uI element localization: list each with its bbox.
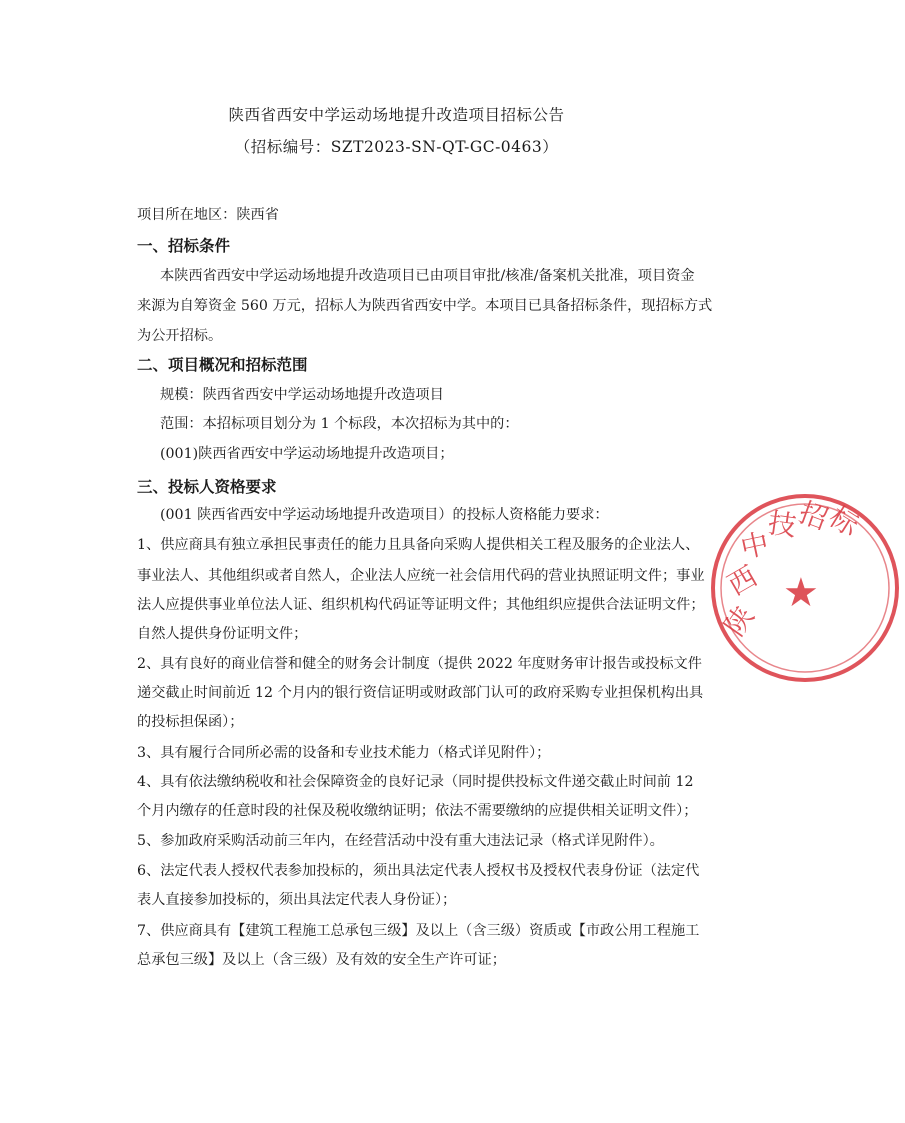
paragraph-line: 1、供应商具有独立承担民事责任的能力且具备向采购人提供相关工程及服务的企业法人、 bbox=[137, 537, 700, 553]
svg-text:西: 西 bbox=[722, 559, 763, 603]
paragraph-line: 规模：陕西省西安中学运动场地提升改造项目 bbox=[160, 387, 444, 403]
svg-text:★: ★ bbox=[783, 570, 819, 616]
paragraph-line: 事业法人、其他组织或者自然人，企业法人应统一社会信用代码的营业执照证明文件；事业 bbox=[137, 568, 705, 584]
svg-text:中: 中 bbox=[737, 526, 772, 565]
paragraph-line: 的投标担保函）； bbox=[137, 714, 244, 730]
svg-text:陕: 陕 bbox=[717, 600, 761, 643]
paragraph-line: 范围：本招标项目划分为 1 个标段，本次招标为其中的： bbox=[160, 416, 519, 432]
svg-text:技: 技 bbox=[766, 506, 799, 543]
paragraph-line: (001 陕西省西安中学运动场地提升改造项目）的投标人资格能力要求： bbox=[160, 507, 609, 523]
paragraph-line: 法人应提供事业单位法人证、组织机构代码证等证明文件；其他组织应提供合法证明文件； bbox=[137, 597, 705, 613]
paragraph-line: 4、具有依法缴纳税收和社会保障资金的良好记录（同时提供投标文件递交截止时间前 12 bbox=[137, 774, 694, 790]
svg-text:标: 标 bbox=[823, 499, 865, 543]
paragraph-line: 递交截止时间前近 12 个月内的银行资信证明或财政部门认可的政府采购专业担保机构出具 bbox=[137, 685, 704, 701]
project-region: 项目所在地区：陕西省 bbox=[137, 207, 279, 223]
paragraph-line: 个月内缴存的任意时段的社保及税收缴纳证明；依法不需要缴纳的应提供相关证明文件）； bbox=[137, 803, 698, 819]
section-heading-project-overview: 二、项目概况和招标范围 bbox=[137, 356, 308, 374]
paragraph-line: 2、具有良好的商业信誉和健全的财务会计制度（提供 2022 年度财务审计报告或投标文件 bbox=[137, 656, 702, 672]
paragraph-line: 5、参加政府采购活动前三年内，在经营活动中没有重大违法记录（格式详见附件）。 bbox=[137, 833, 664, 849]
paragraph-line: 6、法定代表人授权代表参加投标的，须出具法定代表人授权书及授权代表身份证（法定代 bbox=[137, 863, 700, 879]
section-heading-bidding-conditions: 一、招标条件 bbox=[137, 237, 231, 255]
official-seal bbox=[705, 488, 905, 688]
svg-text:招: 招 bbox=[794, 495, 833, 537]
section-heading-bidder-qualifications: 三、投标人资格要求 bbox=[137, 478, 277, 496]
paragraph-line: 表人直接参加投标的，须出具法定代表人身份证）； bbox=[137, 892, 457, 908]
paragraph-line: 3、具有履行合同所必需的设备和专业技术能力（格式详见附件）； bbox=[137, 745, 551, 761]
paragraph-line: 本陕西省西安中学运动场地提升改造项目已由项目审批/核准/备案机关批准，项目资金 bbox=[160, 268, 695, 284]
bid-number: （招标编号：SZT2023-SN-QT-GC-0463） bbox=[234, 138, 559, 156]
paragraph-line: 自然人提供身份证明文件； bbox=[137, 626, 308, 642]
paragraph-line: 来源为自筹资金 560 万元，招标人为陕西省西安中学。本项目已具备招标条件，现招标方式 bbox=[137, 298, 713, 314]
paragraph-line: (001)陕西省西安中学运动场地提升改造项目； bbox=[160, 446, 454, 462]
paragraph-line: 总承包三级】及以上（含三级）及有效的安全生产许可证； bbox=[137, 952, 506, 968]
document-title: 陕西省西安中学运动场地提升改造项目招标公告 bbox=[228, 106, 565, 124]
paragraph-line: 7、供应商具有【建筑工程施工总承包三级】及以上（含三级）资质或【市政公用工程施工 bbox=[137, 923, 700, 939]
paragraph-line: 为公开招标。 bbox=[137, 328, 223, 344]
